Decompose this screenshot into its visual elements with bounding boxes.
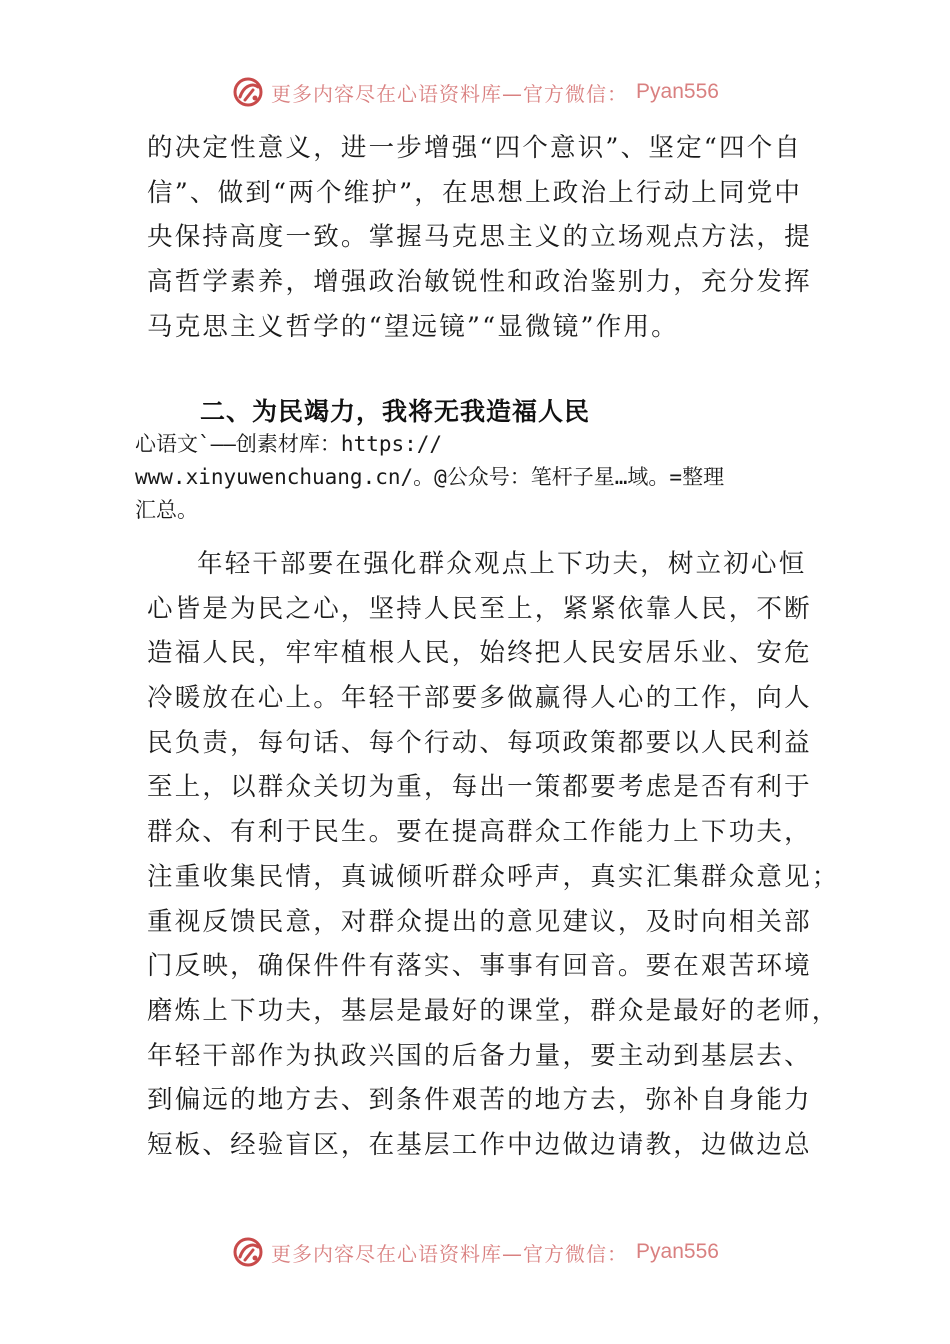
brand-logo-icon <box>231 75 265 109</box>
footer-watermark <box>0 1232 950 1272</box>
paragraph-line: 央保持高度一致。掌握马克思主义的立场观点方法，提 <box>147 222 812 253</box>
paragraph-line: 磨炼上下功夫，基层是最好的课堂，群众是最好的老师， <box>147 995 840 1026</box>
watermark-wechat-id: Pyan556 <box>636 1240 719 1263</box>
source-note-line: 汇总。 <box>135 498 198 522</box>
paragraph-line: 冷暖放在心上。年轻干部要多做赢得人心的工作，向人 <box>147 683 812 714</box>
paragraph-line: 高哲学素养，增强政治敏锐性和政治鉴别力，充分发挥 <box>147 267 812 298</box>
paragraph-line: 年轻干部要在强化群众观点上下功夫，树立初心恒 <box>197 549 807 579</box>
paragraph-line: 群众、有利于民生。要在提高群众工作能力上下功夫， <box>147 817 812 848</box>
header-watermark <box>0 72 950 112</box>
paragraph-line: 信”、做到“两个维护”，在思想上政治上行动上同党中 <box>147 177 803 208</box>
paragraph-line: 到偏远的地方去、到条件艰苦的地方去，弥补自身能力 <box>147 1085 812 1116</box>
paragraph-line: 年轻干部作为执政兴国的后备力量，要主动到基层去、 <box>147 1040 812 1071</box>
paragraph-line: 民负责，每句话、每个行动、每项政策都要以人民利益 <box>147 727 812 758</box>
watermark-wechat-id: Pyan556 <box>636 80 719 103</box>
paragraph-line: 门反映，确保件件有落实、事事有回音。要在艰苦环境 <box>147 951 812 982</box>
paragraph-line: 注重收集民情，真诚倾听群众呼声，真实汇集群众意见； <box>147 861 840 892</box>
brand-logo-icon <box>231 1235 265 1269</box>
paragraph-line: 重视反馈民意，对群众提出的意见建议，及时向相关部 <box>147 906 812 937</box>
section-heading: 二、为民竭力，我将无我造福人民 <box>200 397 591 426</box>
paragraph-line: 马克思主义哲学的“望远镜”“显微镜”作用。 <box>147 311 679 342</box>
paragraph-line: 短板、经验盲区，在基层工作中边做边请教，边做边总 <box>147 1129 812 1160</box>
paragraph-line: 造福人民，牢牢植根人民，始终把人民安居乐业、安危 <box>147 638 812 669</box>
source-note-line: www.xinyuwenchuang.cn/。@公众号：笔杆子星…域。=整理 <box>135 465 725 489</box>
paragraph-line: 的决定性意义，进一步增强“四个意识”、坚定“四个自 <box>147 133 803 163</box>
source-note-line: 心语文`——创素材库：https:// <box>135 432 443 456</box>
watermark-text: 更多内容尽在心语资料库—官方微信： <box>271 81 629 106</box>
watermark-text: 更多内容尽在心语资料库—官方微信： <box>271 1241 629 1266</box>
paragraph-1 <box>147 126 827 349</box>
paragraph-line: 至上，以群众关切为重，每出一策都要考虑是否有利于 <box>147 772 812 803</box>
source-note <box>135 428 855 527</box>
paragraph-line: 心皆是为民之心，坚持人民至上，紧紧依靠人民，不断 <box>147 593 812 624</box>
paragraph-2 <box>147 542 840 1168</box>
